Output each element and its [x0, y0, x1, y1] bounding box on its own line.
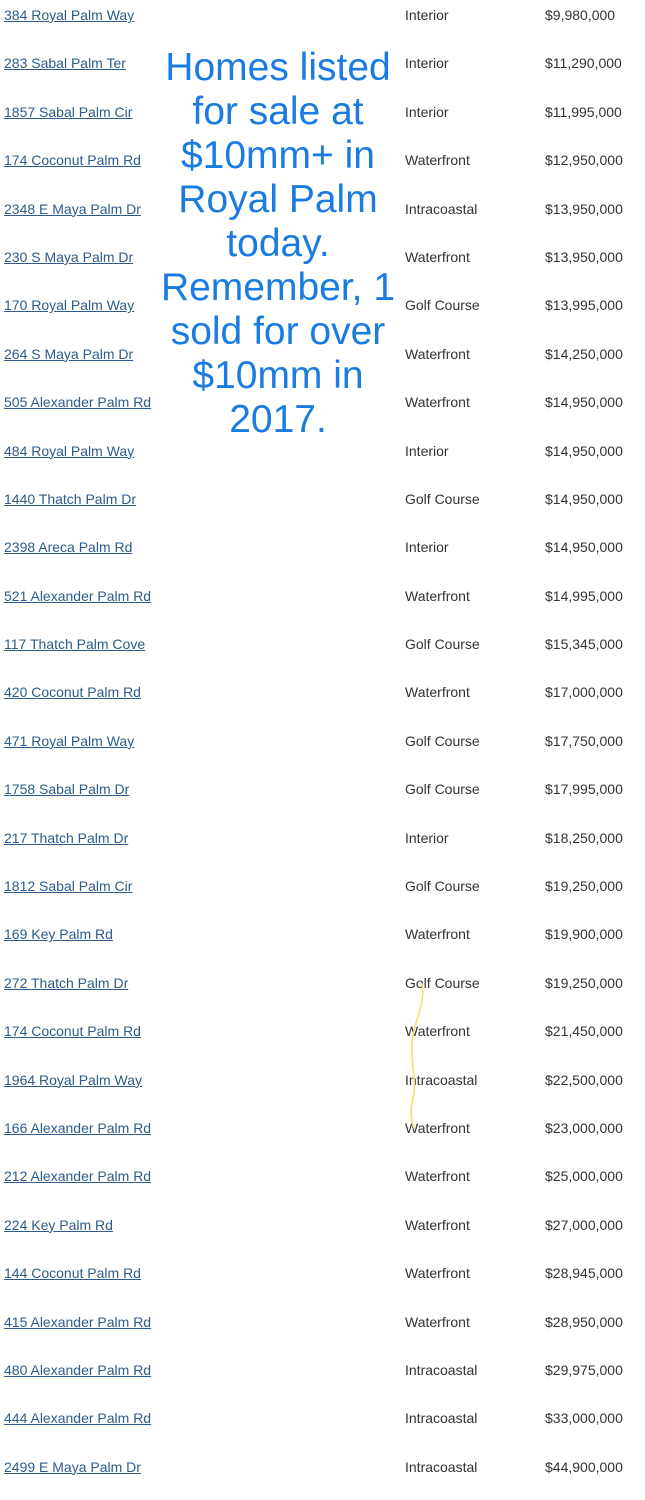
listing-type: Waterfront: [405, 345, 470, 362]
listing-address-link[interactable]: 272 Thatch Palm Dr: [4, 974, 129, 991]
listing-address-link[interactable]: 212 Alexander Palm Rd: [4, 1168, 152, 1185]
listing-type: Interior: [405, 7, 449, 23]
listing-type: Intracoastal: [405, 1410, 478, 1427]
listing-type: Interior: [405, 829, 449, 846]
listing-price: $13,950,000: [545, 200, 623, 217]
overlay-line: Royal Palm: [178, 178, 378, 221]
listing-price: $25,000,000: [545, 1168, 623, 1185]
listing-address-link[interactable]: 174 Coconut Palm Rd: [4, 1023, 141, 1040]
listing-price: $27,000,000: [545, 1216, 623, 1233]
listing-type: Waterfront: [405, 248, 470, 265]
listing-type: Waterfront: [405, 1023, 470, 1040]
listing-price: $17,750,000: [545, 732, 623, 749]
listing-type: Interior: [405, 55, 449, 72]
listing-price: $14,950,000: [545, 394, 623, 411]
listing-type: Waterfront: [405, 394, 470, 411]
listing-address-link[interactable]: 117 Thatch Palm Cove: [4, 636, 146, 653]
listing-type: Interior: [405, 539, 449, 556]
listing-address-link[interactable]: 1857 Sabal Palm Cir: [4, 103, 133, 120]
listing-address-link[interactable]: 283 Sabal Palm Ter: [4, 55, 126, 72]
listing-type: Waterfront: [405, 587, 470, 604]
listing-address-link[interactable]: 1758 Sabal Palm Dr: [4, 781, 130, 798]
listing-type: Waterfront: [405, 1216, 470, 1233]
listing-row: [0, 871, 645, 919]
listing-row: [0, 1161, 645, 1209]
listing-type: Golf Course: [405, 878, 480, 895]
overlay-line: Remember, 1: [160, 266, 396, 309]
listing-row: [0, 532, 645, 580]
listing-row: [0, 1016, 645, 1064]
listing-price: $9,980,000: [545, 7, 616, 23]
listing-type: Waterfront: [405, 152, 470, 169]
listing-row: [0, 823, 645, 871]
listing-row: [0, 919, 645, 967]
listing-address-link[interactable]: 1812 Sabal Palm Cir: [4, 878, 133, 895]
listing-type: Intracoastal: [405, 200, 478, 217]
listing-price: $28,950,000: [545, 1313, 623, 1330]
listing-price: $14,950,000: [545, 539, 623, 556]
listing-price: $14,995,000: [545, 587, 623, 604]
listing-address-link[interactable]: 471 Royal Palm Way: [4, 732, 135, 749]
listing-address-link[interactable]: 170 Royal Palm Way: [4, 297, 135, 314]
listing-price: $19,900,000: [545, 926, 623, 943]
listing-row: [0, 484, 645, 532]
overlay-line: for sale at: [192, 90, 364, 133]
listing-row: [0, 1113, 645, 1161]
listing-address-link[interactable]: 2398 Areca Palm Rd: [4, 539, 133, 556]
listing-price: $18,250,000: [545, 829, 623, 846]
listing-price: $14,950,000: [545, 490, 623, 507]
listing-row: [0, 968, 645, 1016]
listing-address-link[interactable]: 2348 E Maya Palm Dr: [4, 200, 141, 217]
overlay-line: $10mm in: [192, 354, 364, 397]
listing-row: [0, 1452, 645, 1500]
listing-row: [0, 581, 645, 629]
listing-price: $19,250,000: [545, 974, 623, 991]
yellow-annotation-squiggle: [404, 982, 428, 1130]
listing-type: Waterfront: [405, 684, 470, 701]
listing-address-link[interactable]: 444 Alexander Palm Rd: [4, 1410, 152, 1427]
listing-price: $19,250,000: [545, 878, 623, 895]
listing-type: Waterfront: [405, 1265, 470, 1282]
listing-type: Waterfront: [405, 1313, 470, 1330]
listing-row: [0, 436, 645, 484]
listing-price: $23,000,000: [545, 1119, 623, 1136]
listing-row: [0, 726, 645, 774]
overlay-line: Homes listed: [165, 46, 391, 89]
listing-row: [0, 1210, 645, 1258]
listing-row: [0, 1307, 645, 1355]
annotation-overlay-text: [150, 46, 406, 442]
listing-type: Intracoastal: [405, 1071, 478, 1088]
overlay-line: today.: [226, 222, 330, 265]
listing-address-link[interactable]: 505 Alexander Palm Rd: [4, 394, 152, 411]
listing-type: Golf Course: [405, 636, 480, 653]
listing-type: Interior: [405, 103, 449, 120]
listing-row: [0, 1258, 645, 1306]
listing-address-link[interactable]: 484 Royal Palm Way: [4, 442, 135, 459]
listing-address-link[interactable]: 264 S Maya Palm Dr: [4, 345, 134, 362]
listing-type: Golf Course: [405, 732, 480, 749]
listing-price: $22,500,000: [545, 1071, 623, 1088]
listing-row: [0, 677, 645, 725]
listing-type: Interior: [405, 442, 449, 459]
listing-type: Intracoastal: [405, 1361, 478, 1378]
listing-address-link[interactable]: 2499 E Maya Palm Dr: [4, 1458, 141, 1475]
listing-address-link[interactable]: 415 Alexander Palm Rd: [4, 1313, 152, 1330]
listing-address-link[interactable]: 521 Alexander Palm Rd: [4, 587, 152, 604]
listing-row: [0, 0, 645, 48]
listing-price: $14,950,000: [545, 442, 623, 459]
listing-type: Waterfront: [405, 1168, 470, 1185]
listing-type: Waterfront: [405, 1119, 470, 1136]
listing-price: $14,250,000: [545, 345, 623, 362]
listing-price: $21,450,000: [545, 1023, 623, 1040]
listing-row: [0, 629, 645, 677]
listing-address-link[interactable]: 166 Alexander Palm Rd: [4, 1119, 152, 1136]
listing-price: $11,995,000: [545, 103, 622, 120]
listing-price: $28,945,000: [545, 1265, 623, 1282]
overlay-line: $10mm+ in: [180, 134, 375, 177]
listing-address-link[interactable]: 384 Royal Palm Way: [4, 7, 135, 23]
listing-address-link[interactable]: 480 Alexander Palm Rd: [4, 1361, 152, 1378]
listing-price: $33,000,000: [545, 1410, 623, 1427]
listing-price: $17,000,000: [545, 684, 623, 701]
listing-row: [0, 1065, 645, 1113]
listing-type: Golf Course: [405, 490, 480, 507]
listing-type: Intracoastal: [405, 1458, 478, 1475]
listing-type: Golf Course: [405, 297, 480, 314]
listing-price: $44,900,000: [545, 1458, 623, 1475]
listing-type: Waterfront: [405, 926, 470, 943]
listing-address-link[interactable]: 224 Key Palm Rd: [4, 1216, 113, 1233]
listing-price: $13,950,000: [545, 248, 623, 265]
listing-address-link[interactable]: 420 Coconut Palm Rd: [4, 684, 141, 701]
listing-type: Golf Course: [405, 974, 480, 991]
listing-address-link[interactable]: 217 Thatch Palm Dr: [4, 829, 129, 846]
overlay-line: 2017.: [229, 398, 327, 441]
listing-type: Golf Course: [405, 781, 480, 798]
listing-row: [0, 1403, 645, 1451]
listing-address-link[interactable]: 230 S Maya Palm Dr: [4, 248, 134, 265]
listing-address-link[interactable]: 1440 Thatch Palm Dr: [4, 490, 137, 507]
listing-address-link[interactable]: 1964 Royal Palm Way: [4, 1071, 142, 1088]
listing-price: $13,995,000: [545, 297, 623, 314]
listing-price: $17,995,000: [545, 781, 623, 798]
listing-price: $12,950,000: [545, 152, 623, 169]
listing-address-link[interactable]: 144 Coconut Palm Rd: [4, 1265, 141, 1282]
overlay-line: sold for over: [170, 310, 386, 353]
listing-address-link[interactable]: 169 Key Palm Rd: [4, 926, 113, 943]
listing-address-link[interactable]: 174 Coconut Palm Rd: [4, 152, 141, 169]
listing-price: $29,975,000: [545, 1361, 623, 1378]
listing-row: [0, 1355, 645, 1403]
listing-price: $11,290,000: [545, 55, 622, 72]
listing-row: [0, 774, 645, 822]
listing-price: $15,345,000: [545, 636, 623, 653]
